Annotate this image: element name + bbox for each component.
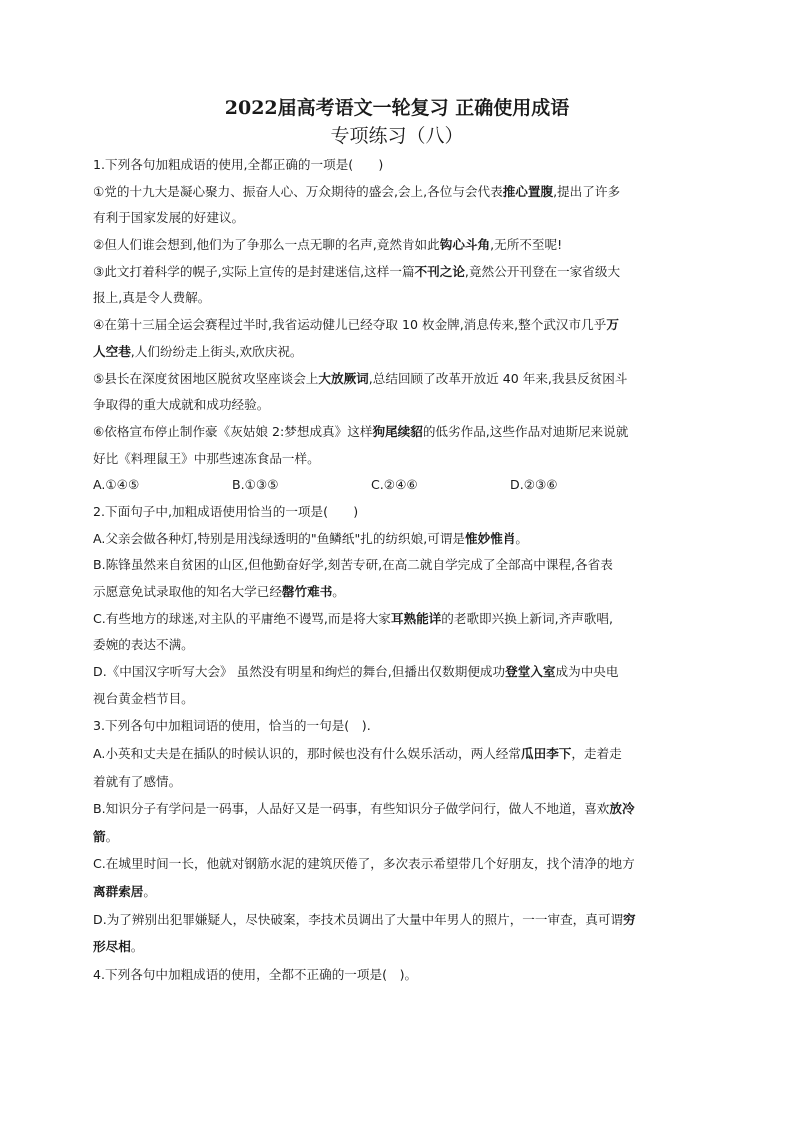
document-subtitle: 专项练习（八） [330, 125, 464, 147]
q1-sentence-5-line1: ⑤县长在深度贫困地区脱贫攻坚座谈会上大放厥词,总结回顾了改革开放近 40 年来,我县反贫困斗 [93, 370, 628, 386]
q1-sentence-6-line1: ⑥依格宣布停止制作豪《灰姑娘 2:梦想成真》这样狗尾续貂的低劣作品,这些作品对迪斯尼来说就 [93, 423, 629, 439]
q2-option-a: A.父亲会做各种灯,特别是用浅绿透明的"鱼鳞纸"扎的纺织娘,可谓是惟妙惟肖。 [93, 530, 528, 546]
q1-idiom-2: 钩心斗角 [439, 237, 491, 253]
q1-sentence-5-line2: 争取得的重大成就和成功经验。 [93, 397, 270, 413]
q2-idiom-b: 罄竹难书 [281, 584, 333, 599]
q1-option-a: A.①④⑤ [93, 477, 140, 493]
q2-stem: 2.下面句子中,加粗成语使用恰当的一项是( ) [93, 503, 359, 519]
q3-option-d-line2: 形尽相。 [93, 939, 144, 955]
q3-idiom-d-part1: 穷 [623, 911, 636, 927]
q1-sentence-4-line1: ④在第十三届全运会赛程过半时,我省运动健儿已经夺取 10 枚金牌,消息传来,整个武汉市几乎万 [93, 317, 619, 333]
q3-idiom-b-part2: 箭 [93, 828, 106, 844]
q1-idiom-6: 狗尾续貂 [372, 423, 423, 439]
q2-option-c-line1: C.有些地方的球迷,对主队的平庸绝不谩骂,而是将大家耳熟能详的老歌即兴换上新词,齐声歌唱, [93, 610, 613, 626]
q1-idiom-1: 推心置腹 [502, 183, 554, 199]
q3-idiom-c: 离群索居 [93, 884, 144, 899]
q2-option-d-line2: 视台黄金档节目。 [93, 690, 194, 706]
q1-option-c: C.②④⑥ [371, 477, 418, 493]
q2-option-b-line1: B.陈锋虽然来自贫困的山区,但他勤奋好学,刻苦专研,在高二就自学完成了全部高中课程,各省表 [93, 557, 613, 573]
q3-idiom-a: 瓜田李下 [521, 746, 572, 762]
q3-option-c-line1: C.在城里时间一长，他就对钢筋水泥的建筑厌倦了，多次表示希望带几个好朋友，找个清净的地方 [93, 856, 635, 872]
q1-sentence-4-line2: 人空巷,人们纷纷走上街头,欢欣庆祝。 [93, 343, 303, 359]
q3-option-c-line2: 离群索居。 [93, 884, 156, 899]
q1-sentence-1-line1: ①党的十九大是凝心聚力、振奋人心、万众期待的盛会,会上,各位与会代表推心置腹,提出了许多 [93, 183, 621, 199]
q3-option-b-line1: B.知识分子有学问是一码事，人品好又是一码事，有些知识分子做学问行，做人不地道，喜欢放冷 [93, 801, 635, 817]
q2-option-d-line1: D.《中国汉字听写大会》 虽然没有明星和绚烂的舞台,但播出仅数期便成功登堂入室成为中央电 [93, 664, 619, 680]
q1-sentence-1-line2: 有利于国家发展的好建议。 [93, 210, 245, 226]
q1-idiom-5: 大放厥词 [318, 370, 369, 386]
q3-option-a-line2: 着就有了感情。 [93, 773, 182, 789]
q2-option-c-line2: 委婉的表达不满。 [93, 637, 194, 653]
q3-idiom-b-part1: 放冷 [609, 801, 635, 817]
q1-options [93, 472, 705, 499]
q1-idiom-4-part2: 人空巷 [93, 343, 131, 359]
q3-option-d-line1: D.为了辨别出犯罪嫌疑人，尽快破案，李技术员调出了大量中年男人的照片，一一审查，真可谓穷 [93, 911, 636, 927]
q2-option-b-line2: 示愿意免试录取他的知名大学已经罄竹难书。 [93, 584, 345, 599]
q4-stem: 4.下列各句中加粗成语的使用，全都不正确的一项是( )。 [93, 966, 418, 982]
q3-stem: 3.下列各句中加粗词语的使用，恰当的一句是( ). [93, 718, 371, 734]
q2-idiom-a: 惟妙惟肖 [465, 530, 516, 546]
q1-stem: 1.下列各句加粗成语的使用,全都正确的一项是( ) [93, 157, 384, 172]
q2-idiom-d: 登堂入室 [505, 664, 556, 680]
q1-option-d: D.②③⑥ [510, 477, 558, 493]
q1-sentence-3-line2: 报上,真是令人费解。 [93, 290, 211, 306]
q1-sentence-6-line2: 好比《料理鼠王》中那些速冻食品一样。 [93, 450, 320, 466]
q3-idiom-d-part2: 形尽相 [93, 939, 131, 955]
q1-option-b: B.①③⑤ [232, 477, 279, 493]
title-block [0, 94, 794, 150]
q2-idiom-c: 耳熟能详 [390, 610, 442, 626]
document-title: 2022届高考语文一轮复习 正确使用成语 [224, 97, 570, 119]
q1-sentence-3-line1: ③此文打着科学的幌子,实际上宣传的是封建迷信,这样一篇不刊之论,竟然公开刊登在一家省级大 [93, 263, 621, 279]
q1-sentence-2: ②但人们谁会想到,他们为了争那么一点无聊的名声,竟然肯如此钩心斗角,无所不至呢! [93, 237, 563, 253]
q3-option-a-line1: A.小英和丈夫是在插队的时候认识的，那时候也没有什么娱乐活动，两人经常瓜田李下，走着走 [93, 746, 622, 762]
q1-idiom-3: 不刊之论 [414, 263, 465, 279]
q3-option-b-line2: 箭。 [93, 828, 119, 844]
question-content [93, 152, 705, 988]
q1-idiom-4-part1: 万 [606, 317, 619, 333]
